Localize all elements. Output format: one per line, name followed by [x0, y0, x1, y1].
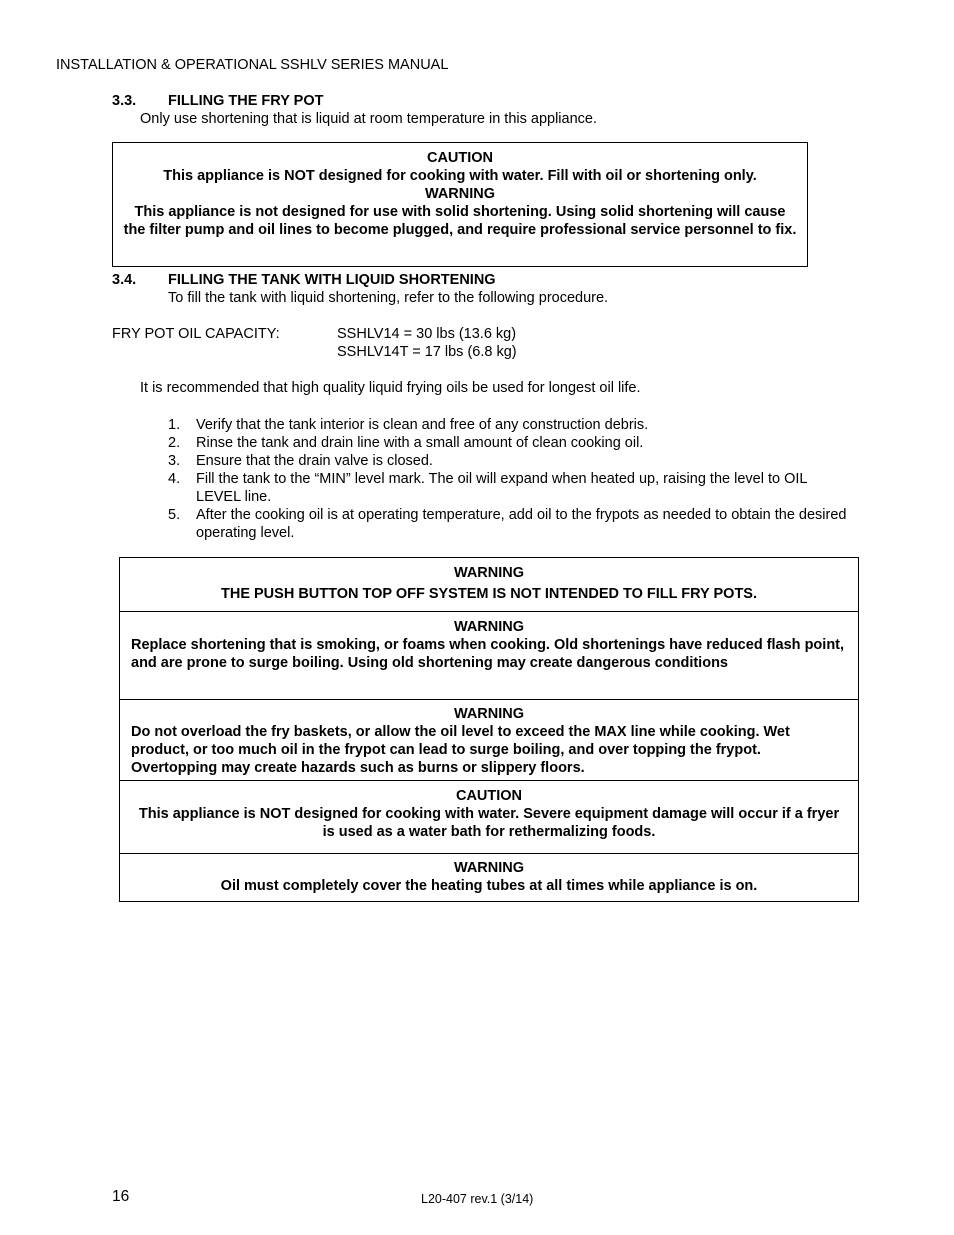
list-item: 1. Verify that the tank interior is clean and free of any construction debris.	[168, 417, 649, 433]
caution-text: This appliance is NOT designed for cooking with water. Fill with oil or shortening only.	[163, 168, 757, 184]
caution-text: This appliance is NOT designed for cooking with water. Severe equipment damage will occur if a fryer is used as a water bath for rethermalizing foods.	[138, 806, 840, 840]
capacity-sshlv14t: SSHLV14T = 17 lbs (6.8 kg)	[337, 344, 517, 360]
page-header: INSTALLATION & OPERATIONAL SSHLV SERIES MANUAL	[56, 57, 449, 73]
list-item: 3. Ensure that the drain valve is closed.	[168, 453, 433, 469]
warning-title: WARNING	[453, 706, 525, 722]
section-3-4-title: FILLING THE TANK WITH LIQUID SHORTENING	[168, 272, 496, 288]
caution-title: CAUTION	[426, 150, 494, 166]
warning-text: Do not overload the fry baskets, or allow the oil level to exceed the MAX line while cooking. Wet product, or too much oil in the frypot can lead to surge boiling, and over topping the frypot. Overtopping may create hazards such as burns or slippery floors.	[131, 724, 790, 776]
warning-title: WARNING	[453, 565, 525, 581]
capacity-sshlv14: SSHLV14 = 30 lbs (13.6 kg)	[337, 326, 517, 342]
warning-text: Oil must completely cover the heating tubes at all times while appliance is on.	[220, 878, 758, 894]
section-3-3-number: 3.3.	[112, 93, 137, 109]
warning-text: This appliance is not designed for use with solid shortening. Using solid shortening will cause the filter pump and oil lines to become plugged, and require professional service personnel to fix.	[123, 204, 797, 238]
oil-recommendation: It is recommended that high quality liquid frying oils be used for longest oil life.	[140, 380, 641, 396]
section-3-3-body: Only use shortening that is liquid at room temperature in this appliance.	[140, 111, 597, 127]
warning-cell-old-shortening	[120, 612, 858, 700]
warning-title: WARNING	[453, 860, 525, 876]
document-code: L20-407 rev.1 (3/14)	[421, 1192, 534, 1206]
caution-warning-box-1	[112, 142, 808, 267]
list-item: 2. Rinse the tank and drain line with a small amount of clean cooking oil.	[168, 435, 644, 451]
warning-title: WARNING	[424, 186, 496, 202]
section-3-3-title: FILLING THE FRY POT	[168, 93, 324, 109]
section-3-4-body: To fill the tank with liquid shortening, refer to the following procedure.	[168, 290, 609, 306]
page-number: 16	[112, 1188, 130, 1205]
warning-title: WARNING	[453, 619, 525, 635]
warning-cell-heating-tubes	[120, 854, 858, 901]
list-item: 5. After the cooking oil is at operating temperature, add oil to the frypots as needed to obtain the desired operating level.	[168, 507, 847, 541]
section-3-4-number: 3.4.	[112, 272, 137, 288]
procedure-steps	[168, 416, 848, 542]
caution-title: CAUTION	[455, 788, 523, 804]
warning-cell-overload	[120, 700, 858, 781]
warning-text: THE PUSH BUTTON TOP OFF SYSTEM IS NOT INTENDED TO FILL FRY POTS.	[220, 586, 757, 602]
list-item: 4. Fill the tank to the “MIN” level mark. The oil will expand when heated up, raising the level to OIL LEVEL line.	[168, 471, 807, 505]
warning-cell-top-off	[120, 558, 858, 612]
warnings-table	[119, 557, 859, 902]
warning-text: Replace shortening that is smoking, or foams when cooking. Old shortenings have reduced flash point, and are prone to surge boiling. Using old shortening may create dangerous conditions	[131, 637, 845, 671]
caution-cell-water	[120, 781, 858, 854]
capacity-label: FRY POT OIL CAPACITY:	[112, 326, 280, 342]
